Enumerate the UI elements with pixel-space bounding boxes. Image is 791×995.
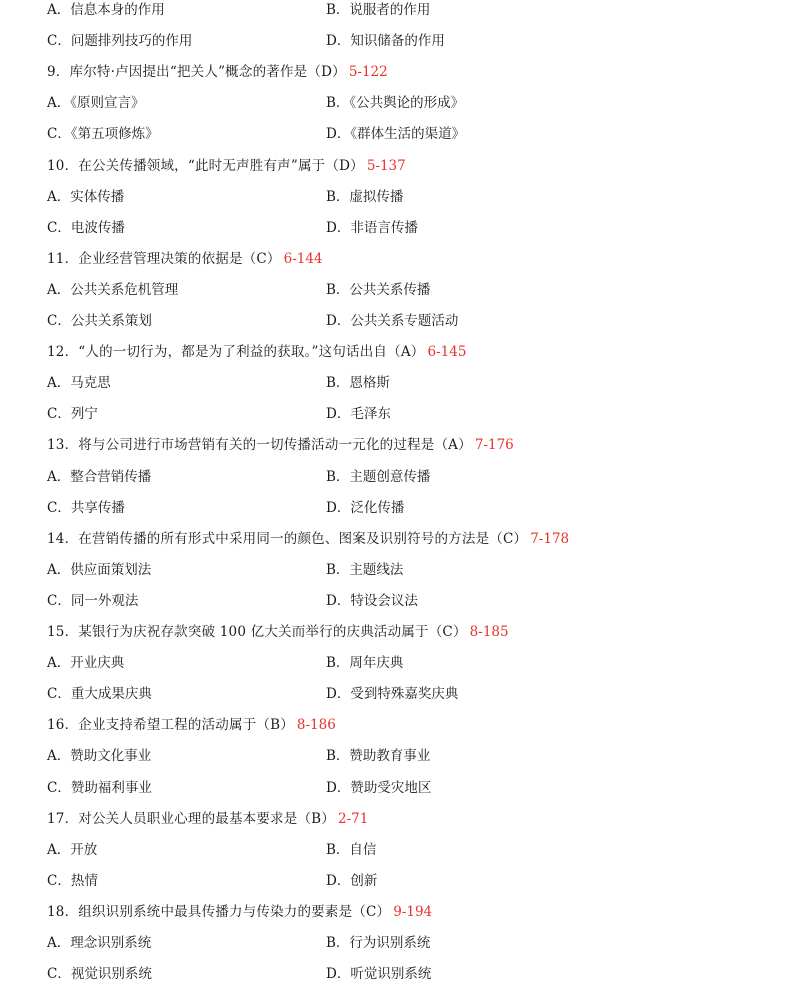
option-right: D．《群体生活的渠道》 [326, 126, 466, 142]
option-right: B．主题创意传播 [326, 469, 431, 485]
question-stem: 11．企业经营管理决策的依据是（C） [47, 251, 281, 267]
option-right: B．赞助教育事业 [326, 748, 431, 764]
page-reference: 7-178 [530, 531, 570, 547]
option-right: B．恩格斯 [326, 375, 390, 391]
question-line [47, 62, 388, 93]
option-left: C．《第五项修炼》 [47, 126, 159, 142]
question-line [47, 529, 569, 560]
option-right: B．自信 [326, 842, 377, 858]
question-stem: 17．对公关人员职业心理的最基本要求是（B） [47, 811, 335, 827]
option-right: D．特设会议法 [326, 593, 418, 609]
option-left: C．问题排列技巧的作用 [47, 33, 193, 49]
option-right: D．知识储备的作用 [326, 33, 445, 49]
option-left: A．开放 [47, 842, 98, 858]
question-line [47, 342, 466, 373]
page-reference: 8-186 [296, 717, 336, 733]
page-reference: 6-145 [427, 344, 467, 360]
option-left: A．开业庆典 [47, 655, 125, 671]
page-reference: 2-71 [338, 811, 369, 827]
question-stem: 16．企业支持希望工程的活动属于（B） [47, 717, 294, 733]
option-left: C．热情 [47, 873, 98, 889]
page-reference: 5-122 [348, 64, 388, 80]
option-right: B．主题线法 [326, 562, 404, 578]
option-left: C．共享传播 [47, 500, 125, 516]
option-right: B．周年庆典 [326, 655, 404, 671]
page-reference: 6-144 [283, 251, 323, 267]
question-line [47, 249, 323, 280]
option-right: B．说服者的作用 [326, 2, 431, 18]
question-stem: 13．将与公司进行市场营销有关的一切传播活动一元化的过程是（A） [47, 437, 472, 453]
option-left: A．赞助文化事业 [47, 748, 152, 764]
page-reference: 5-137 [366, 158, 406, 174]
option-right: D．毛泽东 [326, 406, 391, 422]
option-right: D．受到特殊嘉奖庆典 [326, 686, 459, 702]
question-stem: 14．在营销传播的所有形式中采用同一的颜色、图案及识别符号的方法是（C） [47, 531, 528, 547]
question-line [47, 902, 432, 933]
page-reference: 7-176 [474, 437, 514, 453]
option-left: C．公共关系策划 [47, 313, 152, 329]
option-right: B．虚拟传播 [326, 189, 404, 205]
option-left: A．信息本身的作用 [47, 2, 165, 18]
option-right: B．行为识别系统 [326, 935, 431, 951]
option-right: D．听觉识别系统 [326, 966, 432, 982]
option-left: C．赞助福利事业 [47, 780, 152, 796]
option-left: C．列宁 [47, 406, 98, 422]
question-stem: 12．“人的一切行为，都是为了利益的获取。”这句话出自（A） [47, 344, 425, 360]
question-line [47, 809, 368, 840]
option-left: A．供应面策划法 [47, 562, 152, 578]
option-right: D．公共关系专题活动 [326, 313, 459, 329]
question-stem: 15．某银行为庆祝存款突破 100 亿大关而举行的庆典活动属于（C） [47, 624, 467, 640]
question-line [47, 622, 509, 653]
question-line [47, 715, 336, 746]
option-left: A．整合营销传播 [47, 469, 152, 485]
option-right: D．赞助受灾地区 [326, 780, 432, 796]
option-right: D．非语言传播 [326, 220, 418, 236]
option-right: B．《公共舆论的形成》 [326, 95, 465, 111]
option-left: A．《原则宣言》 [47, 95, 145, 111]
option-right: D．泛化传播 [326, 500, 405, 516]
option-left: C．电波传播 [47, 220, 125, 236]
question-stem: 18．组织识别系统中最具传播力与传染力的要素是（C） [47, 904, 391, 920]
option-right: D．创新 [326, 873, 378, 889]
option-left: C．视觉识别系统 [47, 966, 152, 982]
option-left: A．理念识别系统 [47, 935, 152, 951]
page-reference: 9-194 [393, 904, 433, 920]
option-right: B．公共关系传播 [326, 282, 431, 298]
page-reference: 8-185 [469, 624, 509, 640]
option-left: A．实体传播 [47, 189, 125, 205]
option-left: A．公共关系危机管理 [47, 282, 179, 298]
question-stem: 9．库尔特·卢因提出“把关人”概念的著作是（D） [47, 64, 346, 80]
option-left: A．马克思 [47, 375, 111, 391]
question-stem: 10．在公关传播领域，“此时无声胜有声”属于（D） [47, 158, 364, 174]
option-left: C．同一外观法 [47, 593, 139, 609]
question-line [47, 156, 406, 187]
option-left: C．重大成果庆典 [47, 686, 152, 702]
question-line [47, 435, 514, 466]
